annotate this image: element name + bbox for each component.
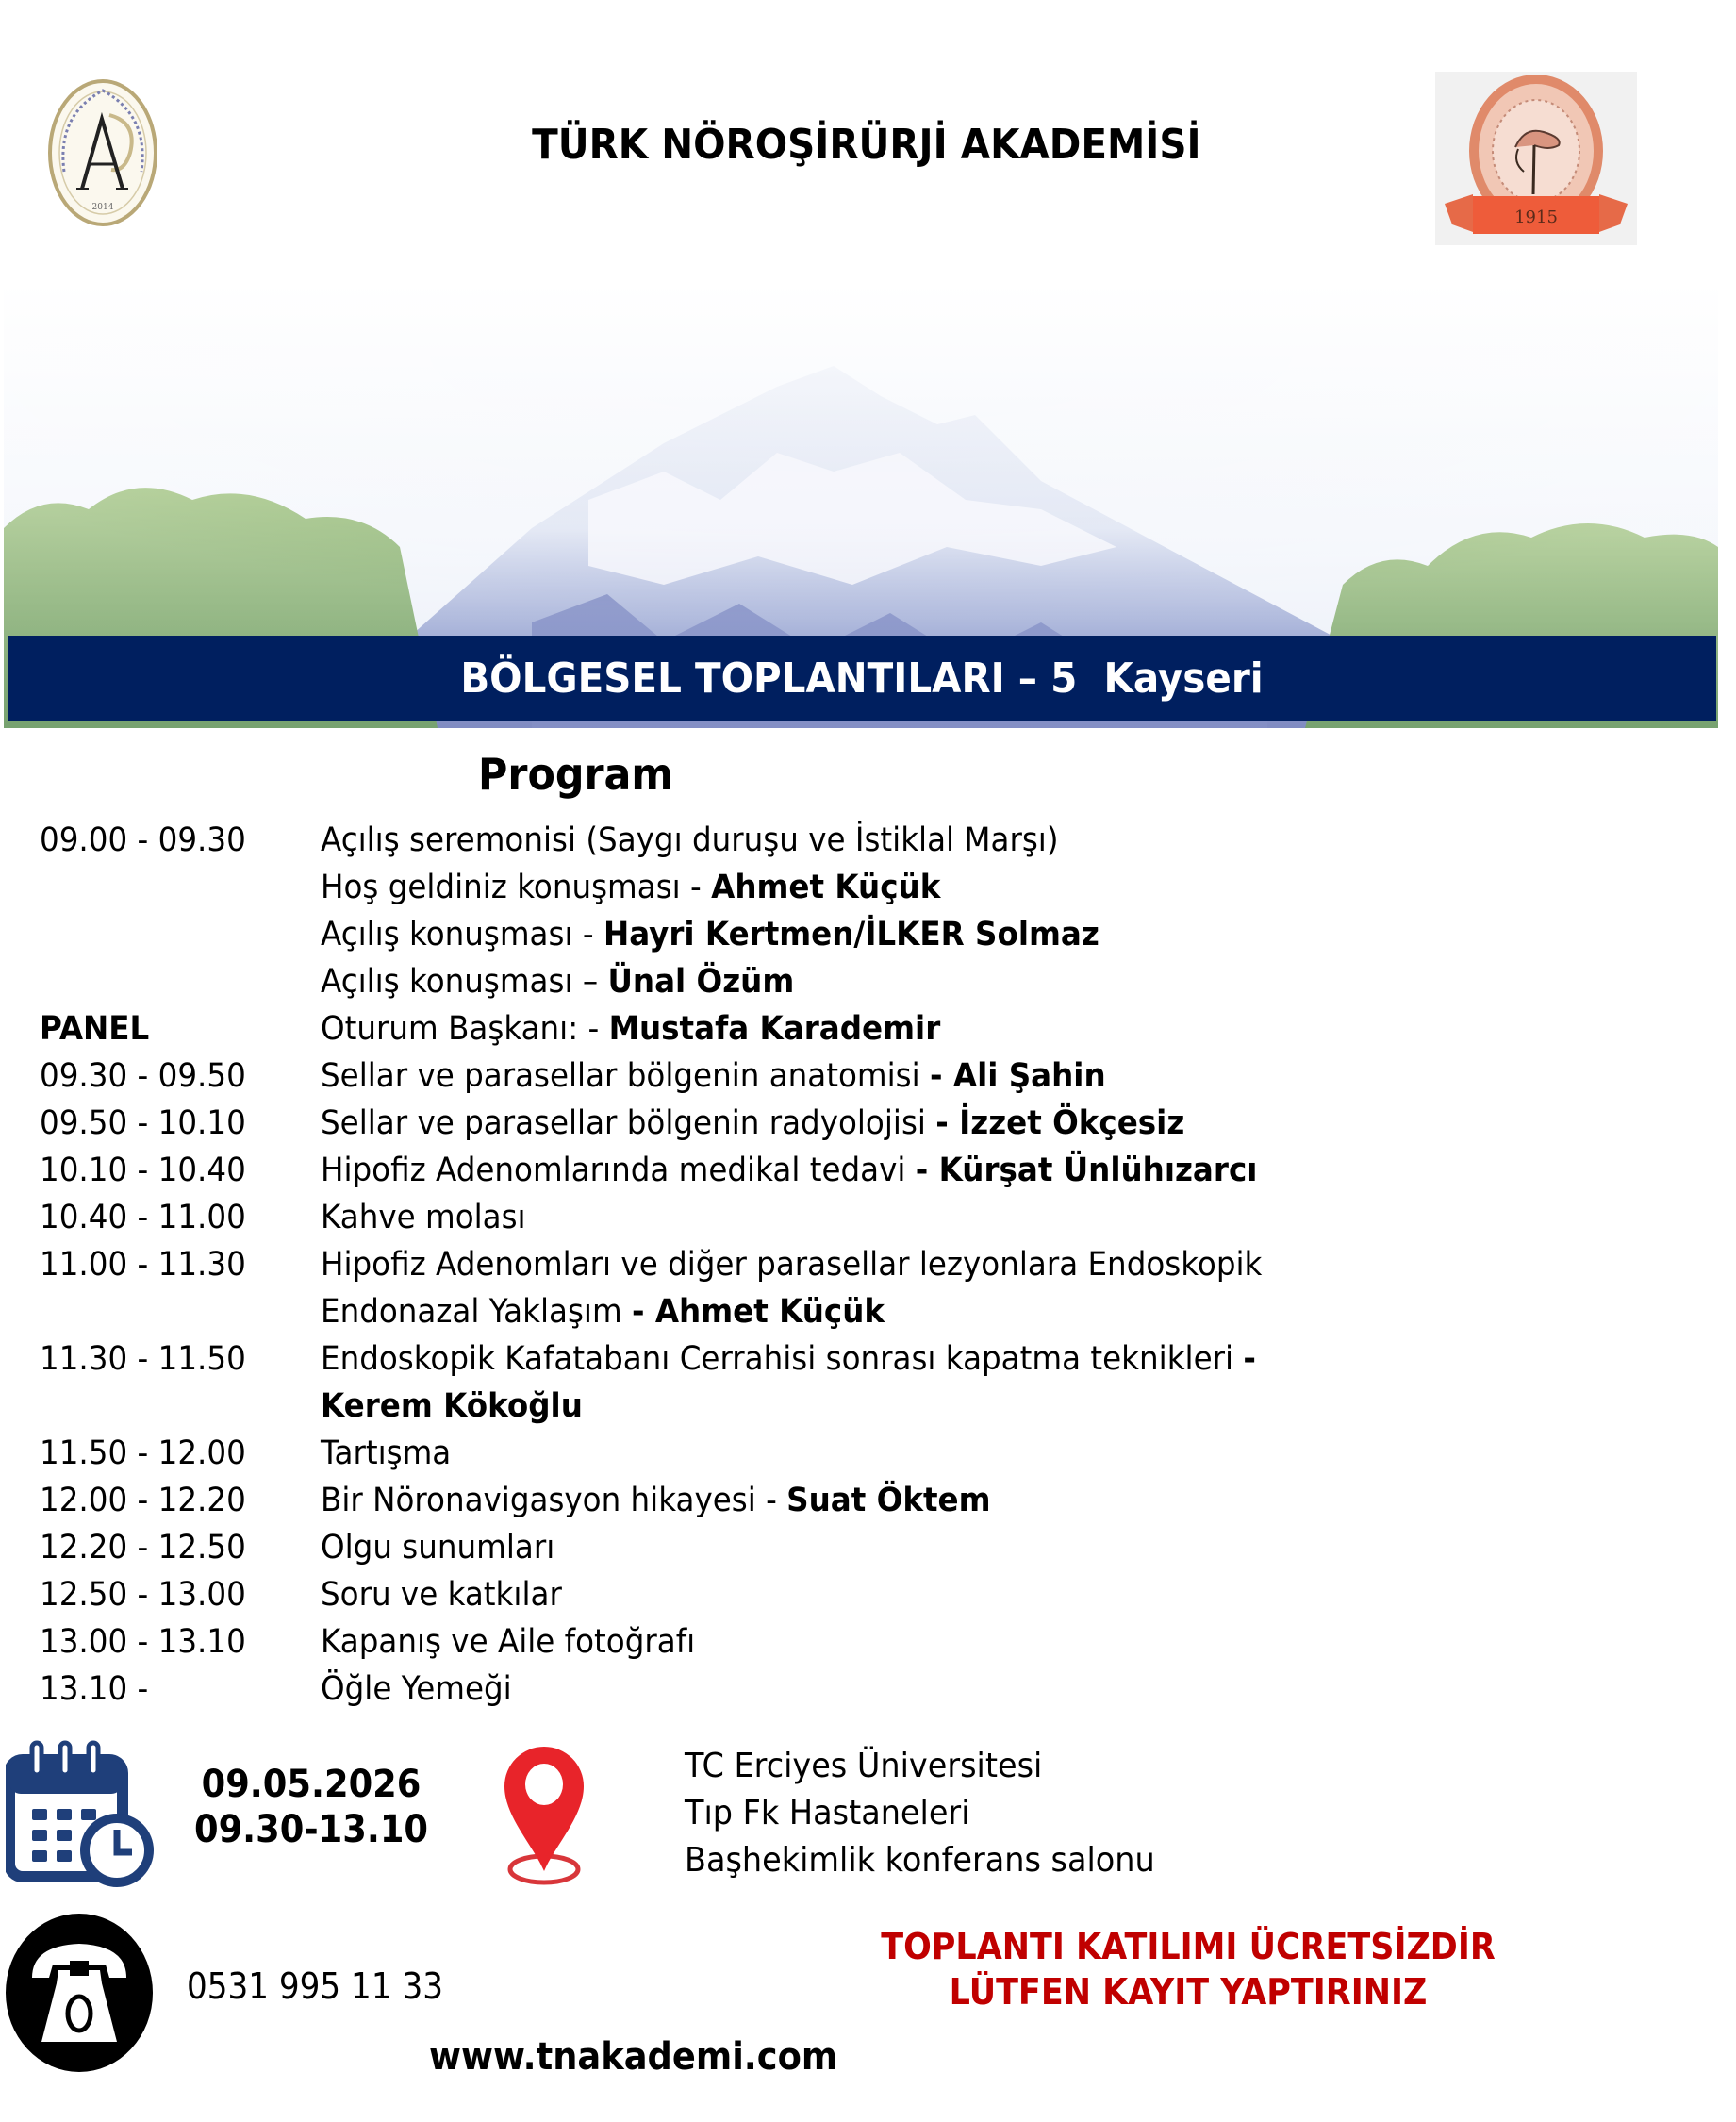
- speaker-name: Hayri Kertmen/İLKER Solmaz: [603, 916, 1099, 953]
- schedule-row: [40, 1147, 1454, 1194]
- event-title-banner: [8, 636, 1716, 721]
- schedule-row: [40, 864, 1454, 911]
- schedule-row: [40, 1477, 1454, 1524]
- calendar-clock-icon: [6, 1737, 158, 1888]
- schedule-description: [321, 864, 940, 911]
- schedule-row: [40, 1524, 1454, 1571]
- schedule-time: 10.10 - 10.40: [40, 1152, 246, 1189]
- schedule-row: [40, 1288, 1454, 1335]
- session-title: Endoskopik Kafatabanı Cerrahisi sonrası kapatma teknikleri: [321, 1340, 1244, 1378]
- schedule-row: [40, 958, 1454, 1005]
- schedule-row: [40, 911, 1454, 958]
- schedule-time: 12.00 - 12.20: [40, 1482, 246, 1519]
- schedule-time: 09.50 - 10.10: [40, 1104, 246, 1142]
- schedule-description: [321, 817, 1059, 864]
- schedule-time: 09.30 - 09.50: [40, 1057, 246, 1095]
- schedule-time: 10.40 - 11.00: [40, 1199, 246, 1236]
- speaker-name: Mustafa Karademir: [608, 1010, 941, 1048]
- svg-text:2014: 2014: [91, 203, 114, 212]
- schedule-row: [40, 1241, 1454, 1288]
- speaker-name: - Kürşat Ünlühızarcı: [915, 1152, 1258, 1189]
- schedule-description: [321, 1053, 1106, 1100]
- website-link[interactable]: www.tnakademi.com: [429, 2035, 838, 2079]
- session-title: Oturum Başkanı: -: [321, 1010, 609, 1048]
- session-title: Açılış konuşması -: [321, 916, 603, 953]
- location-line: Tıp Fk Hastaneleri: [685, 1794, 970, 1832]
- schedule-row: [40, 1335, 1454, 1383]
- schedule-time: 11.00 - 11.30: [40, 1246, 246, 1284]
- schedule-description: [321, 1430, 451, 1477]
- speaker-name: Ünal Özüm: [607, 963, 795, 1001]
- session-title: Sellar ve parasellar bölgenin radyolojisi: [321, 1104, 936, 1142]
- schedule-description: [321, 958, 794, 1005]
- schedule-row: [40, 1053, 1454, 1100]
- registration-notice: [717, 1924, 1660, 2014]
- notice-line-free: TOPLANTI KATILIMI ÜCRETSİZDİR: [881, 1926, 1496, 1967]
- schedule-time: 12.50 - 13.00: [40, 1576, 246, 1614]
- session-title: Hipofiz Adenomlarında medikal tedavi: [321, 1152, 916, 1189]
- schedule-description: [321, 1335, 1256, 1383]
- speaker-name: - Ali Şahin: [930, 1057, 1106, 1095]
- schedule-description: [321, 1383, 583, 1430]
- speaker-name: Suat Öktem: [786, 1482, 991, 1519]
- session-title: Olgu sunumları: [321, 1529, 555, 1567]
- event-date: 09.05.2026: [201, 1763, 422, 1806]
- session-title: Kapanış ve Aile fotoğrafı: [321, 1623, 696, 1661]
- schedule-time: 13.10 -: [40, 1670, 149, 1708]
- speaker-name: Kerem Kökoğlu: [321, 1387, 583, 1425]
- schedule-list: [40, 817, 1454, 1713]
- schedule-description: [321, 1241, 1262, 1288]
- schedule-row: [40, 1005, 1454, 1053]
- schedule-time: 11.30 - 11.50: [40, 1340, 246, 1378]
- session-title: Soru ve katkılar: [321, 1576, 562, 1614]
- location-line: Başhekimlik konferans salonu: [685, 1841, 1155, 1880]
- schedule-time: 13.00 - 13.10: [40, 1623, 246, 1661]
- phone-number[interactable]: 0531 995 11 33: [187, 1965, 443, 2007]
- notice-line-register: LÜTFEN KAYIT YAPTIRINIZ: [949, 1971, 1428, 2013]
- schedule-description: [321, 1147, 1257, 1194]
- event-date-time: [179, 1762, 443, 1852]
- speaker-name: - İzzet Ökçesiz: [935, 1104, 1185, 1142]
- schedule-description: [321, 1666, 512, 1713]
- session-title: Hipofiz Adenomları ve diğer parasellar lezyonlara Endoskopik: [321, 1246, 1263, 1284]
- session-title: Öğle Yemeği: [321, 1670, 512, 1708]
- schedule-description: [321, 1005, 940, 1053]
- speaker-name: - Ahmet Küçük: [632, 1293, 885, 1331]
- page-title: TÜRK NÖROŞİRÜRJİ AKADEMİSİ: [532, 121, 1201, 169]
- schedule-row: [40, 1430, 1454, 1477]
- svg-text:1915: 1915: [1514, 207, 1558, 227]
- session-title: Sellar ve parasellar bölgenin anatomisi: [321, 1057, 931, 1095]
- telephone-icon: [4, 1912, 155, 2075]
- speaker-name: Ahmet Küçük: [711, 869, 941, 906]
- schedule-time: 11.50 - 12.00: [40, 1434, 246, 1472]
- session-title: Açılış seremonisi (Saygı duruşu ve İstiklal Marşı): [321, 821, 1059, 859]
- schedule-row: [40, 1100, 1454, 1147]
- schedule-row: [40, 1571, 1454, 1618]
- society-emblem-logo-icon: [1435, 72, 1637, 245]
- schedule-description: [321, 1618, 695, 1666]
- schedule-row: [40, 817, 1454, 864]
- event-hours: 09.30-13.10: [193, 1808, 429, 1851]
- schedule-description: [321, 1477, 991, 1524]
- schedule-description: [321, 1524, 554, 1571]
- schedule-description: [321, 1571, 562, 1618]
- schedule-row: [40, 1194, 1454, 1241]
- session-title: Bir Nöronavigasyon hikayesi -: [321, 1482, 787, 1519]
- speaker-name: -: [1243, 1340, 1256, 1378]
- schedule-description: [321, 1288, 885, 1335]
- map-pin-icon: [495, 1741, 599, 1888]
- session-title: Endonazal Yaklaşım: [321, 1293, 633, 1331]
- schedule-time: 12.20 - 12.50: [40, 1529, 246, 1567]
- schedule-description: [321, 1194, 526, 1241]
- session-title: Kahve molası: [321, 1199, 526, 1236]
- schedule-row: [40, 1383, 1454, 1430]
- location-line: TC Erciyes Üniversitesi: [685, 1747, 1043, 1785]
- schedule-description: [321, 911, 1099, 958]
- schedule-time: 09.00 - 09.30: [40, 821, 246, 859]
- schedule-row: [40, 1618, 1454, 1666]
- program-heading: Program: [478, 749, 674, 800]
- schedule-description: [321, 1100, 1184, 1147]
- event-location: [685, 1743, 1155, 1884]
- schedule-time: PANEL: [40, 1010, 150, 1048]
- session-title: Tartışma: [321, 1434, 452, 1472]
- schedule-row: [40, 1666, 1454, 1713]
- event-title: BÖLGESEL TOPLANTILARI – 5 Kayseri: [460, 655, 1264, 703]
- session-title: Açılış konuşması –: [321, 963, 608, 1001]
- session-title: Hoş geldiniz konuşması -: [321, 869, 712, 906]
